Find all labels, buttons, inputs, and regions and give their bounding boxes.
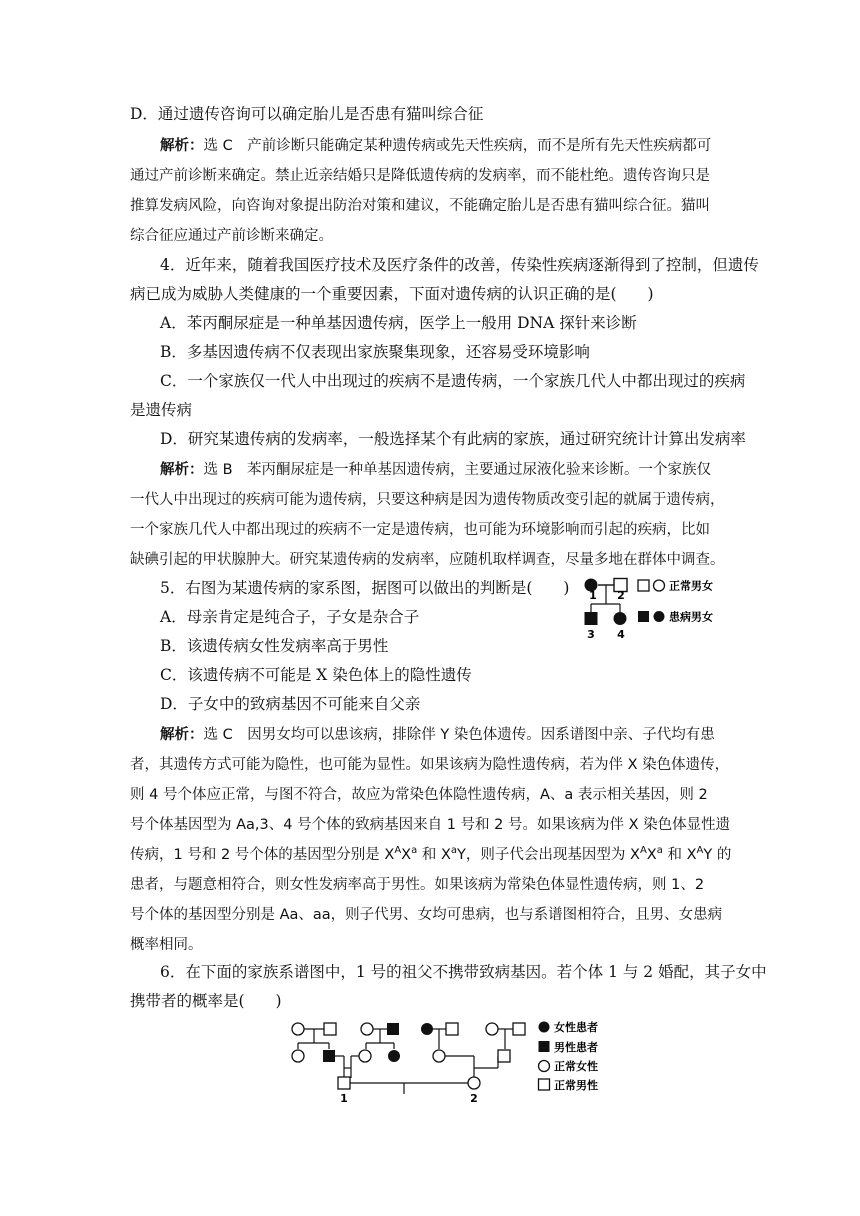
legend-affected-male-icon — [638, 611, 649, 622]
q5-explanation-line-7: 号个体的基因型分别是 Aa、aa，则子代男、女均可患病，也与系谱图相符合，且男、女患病 — [130, 907, 723, 923]
q4-stem-line-2: 病已成为威胁人类健康的一个重要因素，下面对遗传病的认识正确的是( ) — [130, 285, 654, 303]
legend-female-affected-label: 女性患者 — [554, 1021, 598, 1034]
q4-explanation-line-2: 一代人中出现过的疾病可能为遗传病，只要这种病是因为遗传物质改变引起的就属于遗传病， — [130, 492, 725, 508]
label-1: 1 — [340, 1092, 348, 1105]
q4-option-d: D．研究某遗传病的发病率，一般选择某个有此病的家族，通过研究统计计算出发病率 — [160, 430, 746, 448]
q4-option-c-line-1: C．一个家族仅一代人中出现过的疾病不是遗传病，一个家族几代人中都出现过的疾病 — [160, 372, 746, 390]
legend-male-affected-label: 男性患者 — [554, 1041, 598, 1054]
q4-explanation-line-3: 一个家族几代人中都出现过的疾病不一定是遗传病，也可能为环境影响而引起的疾病，比如 — [130, 522, 710, 538]
pedigree-affected-female — [421, 1023, 433, 1035]
q3-explanation-line-2: 通过产前诊断来确定。禁止近亲结婚只是降低遗传病的发病率，而不能杜绝。遗传咨询只是 — [130, 168, 710, 184]
pedigree-normal-female — [361, 1023, 373, 1035]
q5-pedigree-figure — [580, 576, 760, 640]
legend-normal-label: 正常男女 — [669, 579, 713, 593]
q3-explanation-line-3: 推算发病风险，向咨询对象提出防治对策和建议，不能确定胎儿是否患有猫叫综合征。猫叫 — [130, 198, 710, 214]
legend-affected-female-icon — [539, 1022, 550, 1033]
legend-female-normal-label: 正常女性 — [554, 1060, 598, 1073]
q3-option-d: D．通过遗传咨询可以确定胎儿是否患有猫叫综合征 — [130, 105, 484, 123]
q5-explanation-line-3: 则 4 号个体应正常，与图不符合，故应为常染色体隐性遗传病，A、a 表示相关基因，则 2 — [130, 787, 708, 803]
q3-explanation-line-1: 解析：选 C 产前诊断只能确定某种遗传病或先天性疾病，而不是所有先天性疾病都可 — [160, 138, 712, 154]
q4-explanation-line-1: 解析：选 B 苯丙酮尿症是一种单基因遗传病，主要通过尿液化验来诊断。一个家族仅 — [160, 462, 712, 478]
pedigree-normal-male — [446, 1023, 458, 1035]
q6-pedigree-figure — [284, 1016, 624, 1106]
pedigree-normal-female — [359, 1050, 371, 1062]
individual-2-normal-female — [468, 1077, 480, 1089]
q4-explanation-line-4: 缺碘引起的甲状腺肿大。研究某遗传病的发病率，应随机取样调查，尽量多地在群体中调查。 — [130, 552, 725, 568]
label-4: 4 — [617, 628, 625, 640]
pedigree-affected-male — [323, 1050, 335, 1062]
individual-4-affected-female — [614, 612, 627, 625]
legend-affected-male-icon — [539, 1041, 550, 1052]
q4-option-a: A．苯丙酮尿症是一种单基因遗传病，医学上一般用 DNA 探针来诊断 — [160, 314, 637, 332]
q6-stem-line-2: 携带者的概率是( ) — [130, 992, 282, 1010]
q4-stem-line-1: 4．近年来，随着我国医疗技术及医疗条件的改善，传染性疾病逐渐得到了控制，但遗传 — [160, 256, 759, 274]
label-2: 2 — [617, 589, 625, 602]
q5-stem: 5．右图为某遗传病的家系图，据图可以做出的判断是( ) — [160, 579, 570, 597]
pedigree-affected-male — [387, 1023, 399, 1035]
q3-explanation-line-4: 综合征应通过产前诊断来确定。 — [130, 228, 333, 244]
q5-explanation-line-4: 号个体基因型为 Aa,3、4 号个体的致病基因来自 1 号和 2 号。如果该病为伴 X 染色体显性遗 — [130, 817, 731, 833]
label-2: 2 — [470, 1092, 478, 1105]
legend-male-normal-label: 正常男性 — [554, 1079, 598, 1092]
pedigree-normal-female — [292, 1050, 304, 1062]
q5-option-d: D．子女中的致病基因不可能来自父亲 — [160, 695, 421, 713]
individual-3-affected-male — [585, 612, 598, 625]
q4-option-b: B．多基因遗传病不仅表现出家族聚集现象，还容易受环境影响 — [160, 343, 590, 361]
pedigree-normal-male — [513, 1023, 525, 1035]
q5-explanation-line-6: 患者，与题意相符合，则女性发病率高于男性。如果该病为常染色体显性遗传病，则 1、2 — [130, 877, 705, 893]
pedigree-normal-male — [498, 1050, 510, 1062]
pedigree-affected-female — [388, 1050, 400, 1062]
q5-explanation-line-8: 概率相同。 — [130, 937, 203, 953]
q5-option-b: B．该遗传病女性发病率高于男性 — [160, 637, 389, 655]
pedigree-normal-female — [292, 1023, 304, 1035]
pedigree-normal-female — [486, 1023, 498, 1035]
pedigree-normal-female — [433, 1050, 445, 1062]
explanation-label: 解析： — [160, 138, 204, 154]
pedigree-normal-male — [324, 1023, 336, 1035]
q5-option-c: C．该遗传病不可能是 X 染色体上的隐性遗传 — [160, 666, 472, 684]
q5-explanation-line-5: 传病，1 号和 2 号个体的基因型分别是 $X^AX^a$ 和 $X^aY$，则子代会出现基因型为 $X^AX^a$ 和 $X^AY$ 的 — [130, 845, 732, 863]
individual-1-normal-male — [338, 1077, 350, 1089]
q5-explanation-line-2: 者，其遗传方式可能为隐性，也可能为显性。如果该病为隐性遗传病，若为伴 X 染色体遗传， — [130, 757, 730, 773]
legend-normal-female-icon — [654, 580, 665, 591]
legend-normal-male-icon — [638, 580, 649, 591]
explanation-label: 解析： — [160, 462, 204, 478]
label-3: 3 — [587, 628, 595, 640]
label-1: 1 — [589, 589, 597, 602]
q5-option-a: A．母亲肯定是纯合子，子女是杂合子 — [160, 608, 420, 626]
q6-stem-line-1: 6．在下面的家族系谱图中，1 号的祖父不携带致病基因。若个体 1 与 2 婚配，其子女中 — [160, 963, 767, 981]
legend-affected-label: 患病男女 — [669, 610, 713, 624]
legend-affected-female-icon — [654, 611, 665, 622]
legend-normal-male-icon — [539, 1079, 550, 1090]
q4-option-c-line-2: 是遗传病 — [130, 401, 193, 419]
q5-explanation-line-1: 解析：选 C 因男女均可以患该病，排除伴 Y 染色体遗传。因系谱图中亲、子代均有患 — [160, 727, 715, 743]
legend-normal-female-icon — [539, 1061, 550, 1072]
explanation-label: 解析： — [160, 727, 204, 743]
